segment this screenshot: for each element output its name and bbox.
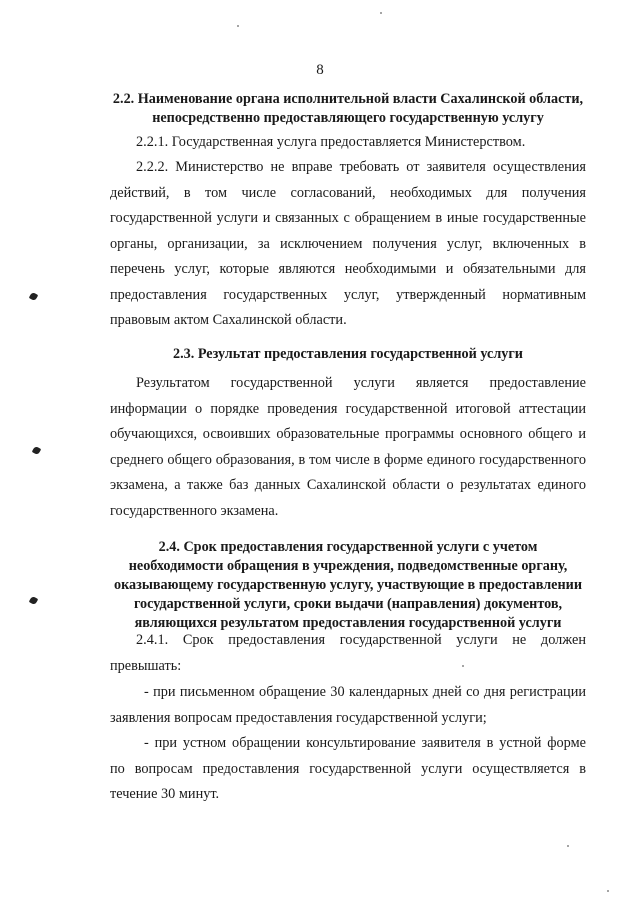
- paragraph-2-4-1: 2.4.1. Срок предоставления государственной услуги не должен превышать:: [110, 632, 586, 674]
- page-number: 8: [316, 62, 324, 78]
- scan-speck: [462, 665, 464, 667]
- section-2-4-heading: 2.4. Срок предоставления государственной услуги с учетом необходимости обращения в учреждения, подведомственные органу, оказывающему государственную услугу, участвующие в предоставлении государственной услуги, сроки выдачи (направления) документов, являющихся результатом предоставления государственной услуги: [113, 539, 583, 631]
- punch-hole-mark: [32, 446, 42, 456]
- paragraph-2-2-1: 2.2.1. Государственная услуга предоставляется Министерством.: [136, 134, 526, 150]
- punch-hole-mark: [29, 292, 39, 302]
- scan-speck: [567, 845, 569, 847]
- paragraph-2-2-2: 2.2.2. Министерство не вправе требовать от заявителя осуществления действий, в том числе согласований, необходимых для получения государственной услуги и связанных с обращением в иные государственные органы, организации, за исключением получения услуг, включенных в перечень услуг, которые являются необходимыми и обязательными для предоставления государственных услуг, утвержденный нормативным правовым актом Сахалинской области.: [110, 159, 586, 328]
- section-2-3-heading: 2.3. Результат предоставления государственной услуги: [172, 346, 523, 362]
- bullet-oral-request: - при устном обращении консультирование заявителя в устной форме по вопросам предоставления государственной услуги осуществляется в течение 30 минут.: [110, 735, 586, 802]
- scan-speck: [237, 25, 239, 27]
- section-2-2-heading: 2.2. Наименование органа исполнительной власти Сахалинской области, непосредственно предоставляющего государственную услугу: [112, 91, 584, 126]
- bullet-written-request: - при письменном обращение 30 календарных дней со дня регистрации заявления вопросам предоставления государственной услуги;: [110, 684, 586, 726]
- paragraph-2-3-result: Результатом государственной услуги является предоставление информации о порядке проведения государственной итоговой аттестации обучающихся, освоивших образовательные программы основного общего и среднего общего образования, в том числе в форме единого государственного экзамена, а также баз данных Сахалинской области о результатах единого государственного экзамена.: [110, 375, 586, 519]
- scan-speck: [607, 890, 609, 892]
- punch-hole-mark: [29, 596, 39, 606]
- scan-speck: [380, 12, 382, 14]
